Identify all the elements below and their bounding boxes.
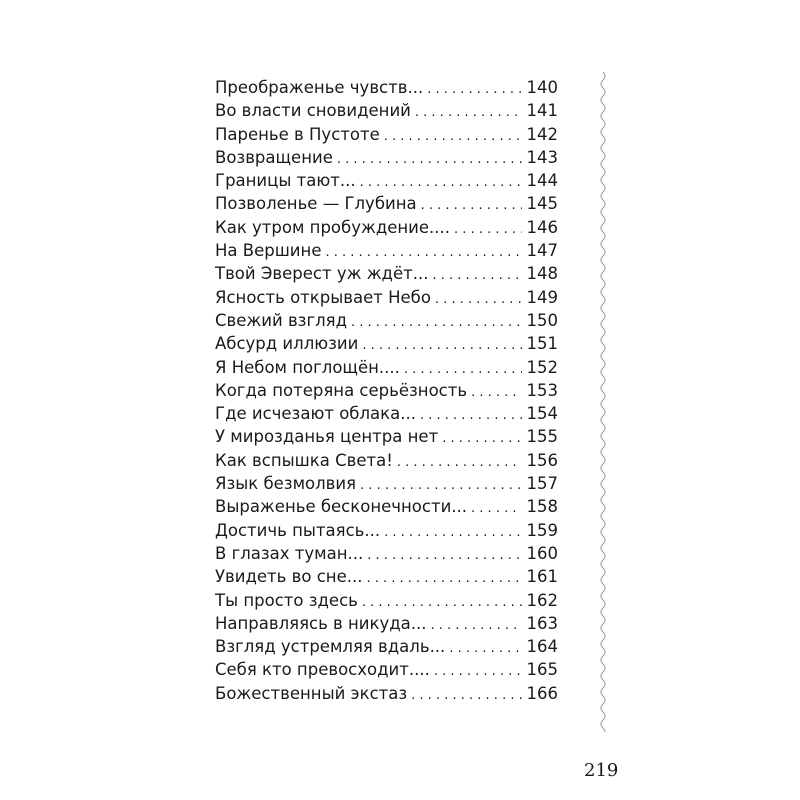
toc-dot-leader xyxy=(366,567,522,590)
toc-entry-page: 159 xyxy=(526,520,558,540)
toc-dot-leader xyxy=(337,148,522,171)
toc-dot-leader xyxy=(411,684,522,707)
toc-dot-leader xyxy=(435,288,522,311)
toc-dot-leader xyxy=(449,637,522,660)
toc-dot-leader xyxy=(360,171,522,194)
toc-dot-leader xyxy=(471,497,522,520)
toc-entry-title: Твой Эверест уж ждёт... xyxy=(215,264,429,284)
toc-entry-page: 161 xyxy=(526,567,558,587)
toc-entry-page: 149 xyxy=(526,287,558,307)
toc-entry-title: Во власти сновидений xyxy=(215,101,411,121)
toc-entry-page: 156 xyxy=(526,450,558,470)
toc-entry-title: У мирозданья центра нет xyxy=(215,427,439,447)
toc-entry-page: 140 xyxy=(526,78,558,97)
toc-entry xyxy=(215,332,558,355)
toc-entry-title: Достичь пытаясь... xyxy=(215,520,381,540)
toc-entry-title: Себя кто превосходит.... xyxy=(215,660,430,680)
toc-dot-leader xyxy=(362,591,522,614)
toc-entry-title: Увидеть во сне... xyxy=(215,567,363,587)
toc-entry-title: Направляясь в никуда... xyxy=(215,613,427,633)
toc-entry-title: Возвращение xyxy=(215,147,333,167)
toc-entry xyxy=(215,262,558,285)
toc-dot-leader xyxy=(432,264,522,287)
decorative-wavy-border xyxy=(596,72,610,732)
toc-entry-title: Ясность открывает Небо xyxy=(215,287,431,307)
toc-entry-title: Божественный экстаз xyxy=(215,683,408,703)
toc-entry xyxy=(215,76,558,99)
toc-entry-title: Ты просто здесь xyxy=(215,590,358,610)
toc-entry xyxy=(215,449,558,472)
toc-entry-page: 142 xyxy=(526,124,558,144)
toc-entry xyxy=(215,402,558,425)
toc-entry-page: 158 xyxy=(526,497,558,517)
toc-entry xyxy=(215,542,558,565)
toc-dot-leader xyxy=(471,381,522,404)
toc-entry-page: 143 xyxy=(526,147,558,167)
toc-entry xyxy=(215,286,558,309)
toc-entry xyxy=(215,309,558,332)
toc-dot-leader xyxy=(397,451,522,474)
toc-dot-leader xyxy=(404,358,522,381)
toc-entry xyxy=(215,519,558,542)
toc-entry-title: Как вспышка Света! xyxy=(215,450,393,470)
toc-entry-page: 147 xyxy=(526,241,558,261)
toc-entry-title: В глазах туман... xyxy=(215,543,364,563)
toc-entry-page: 157 xyxy=(526,474,558,494)
toc-entry-title: Границы тают... xyxy=(215,171,356,191)
toc-entry-title: Свежий взгляд xyxy=(215,310,347,330)
toc-dot-leader xyxy=(351,311,522,334)
toc-entry xyxy=(215,635,558,658)
toc-entry-title: Где исчезают облака... xyxy=(215,404,416,424)
toc-dot-leader xyxy=(360,474,522,497)
toc-dot-leader xyxy=(442,427,522,450)
toc-entry xyxy=(215,682,558,705)
toc-dot-leader xyxy=(384,521,522,544)
toc-dot-leader xyxy=(362,334,522,357)
toc-dot-leader xyxy=(454,218,522,241)
toc-entry xyxy=(215,565,558,588)
toc-entry-page: 145 xyxy=(526,194,558,214)
toc-entry-page: 152 xyxy=(526,357,558,377)
toc-entry xyxy=(215,379,558,402)
toc-entry xyxy=(215,192,558,215)
toc-entry-page: 160 xyxy=(526,543,558,563)
toc-entry-title: Язык безмолвия xyxy=(215,474,357,494)
toc-entry-page: 166 xyxy=(526,683,558,703)
toc-entry-title: Как утром пробуждение.... xyxy=(215,217,451,237)
toc-entry xyxy=(215,612,558,635)
page-number: 219 xyxy=(584,760,619,781)
toc-entry-page: 164 xyxy=(526,637,558,657)
toc-entry-page: 150 xyxy=(526,310,558,330)
toc-entry-page: 146 xyxy=(526,217,558,237)
toc-entry-page: 163 xyxy=(526,613,558,633)
toc-entry-page: 153 xyxy=(526,380,558,400)
toc-entry-title: Паренье в Пустоте xyxy=(215,124,380,144)
toc-entry-page: 151 xyxy=(526,334,558,354)
toc-entry-page: 155 xyxy=(526,427,558,447)
toc-entry-title: На Вершине xyxy=(215,241,322,261)
toc-entry-title: Абсурд иллюзии xyxy=(215,334,359,354)
toc-dot-leader xyxy=(431,614,522,637)
toc-entry xyxy=(215,425,558,448)
toc-entry-page: 148 xyxy=(526,264,558,284)
toc-entry-title: Преображенье чувств... xyxy=(215,78,424,97)
toc-entry-title: Позволенье — Глубина xyxy=(215,194,417,214)
toc-entry xyxy=(215,169,558,192)
toc-entry xyxy=(215,589,558,612)
toc-dot-leader xyxy=(384,125,522,148)
toc-entry-title: Взгляд устремляя вдаль... xyxy=(215,637,446,657)
toc-entry-title: Выраженье бесконечности... xyxy=(215,497,468,517)
toc-entry xyxy=(215,356,558,379)
toc-entry-page: 144 xyxy=(526,171,558,191)
toc-entry-page: 162 xyxy=(526,590,558,610)
toc-entry xyxy=(215,658,558,681)
toc-dot-leader xyxy=(420,404,522,427)
toc-dot-leader xyxy=(427,78,522,101)
toc-dot-leader xyxy=(325,241,522,264)
toc-entry-title: Когда потеряна серьёзность xyxy=(215,380,468,400)
toc-entry-title: Я Небом поглощён.... xyxy=(215,357,400,377)
toc-entry xyxy=(215,99,558,122)
toc-entry-page: 141 xyxy=(526,101,558,121)
toc-dot-leader xyxy=(434,660,522,683)
toc-entry xyxy=(215,239,558,262)
toc-dot-leader xyxy=(367,544,522,567)
toc-entry xyxy=(215,472,558,495)
toc-entry-page: 154 xyxy=(526,404,558,424)
toc-entry xyxy=(215,146,558,169)
toc-entry-page: 165 xyxy=(526,660,558,680)
toc-entry xyxy=(215,216,558,239)
toc-entry xyxy=(215,123,558,146)
table-of-contents xyxy=(215,76,558,705)
toc-entry xyxy=(215,495,558,518)
toc-dot-leader xyxy=(415,101,522,124)
toc-dot-leader xyxy=(421,194,522,217)
